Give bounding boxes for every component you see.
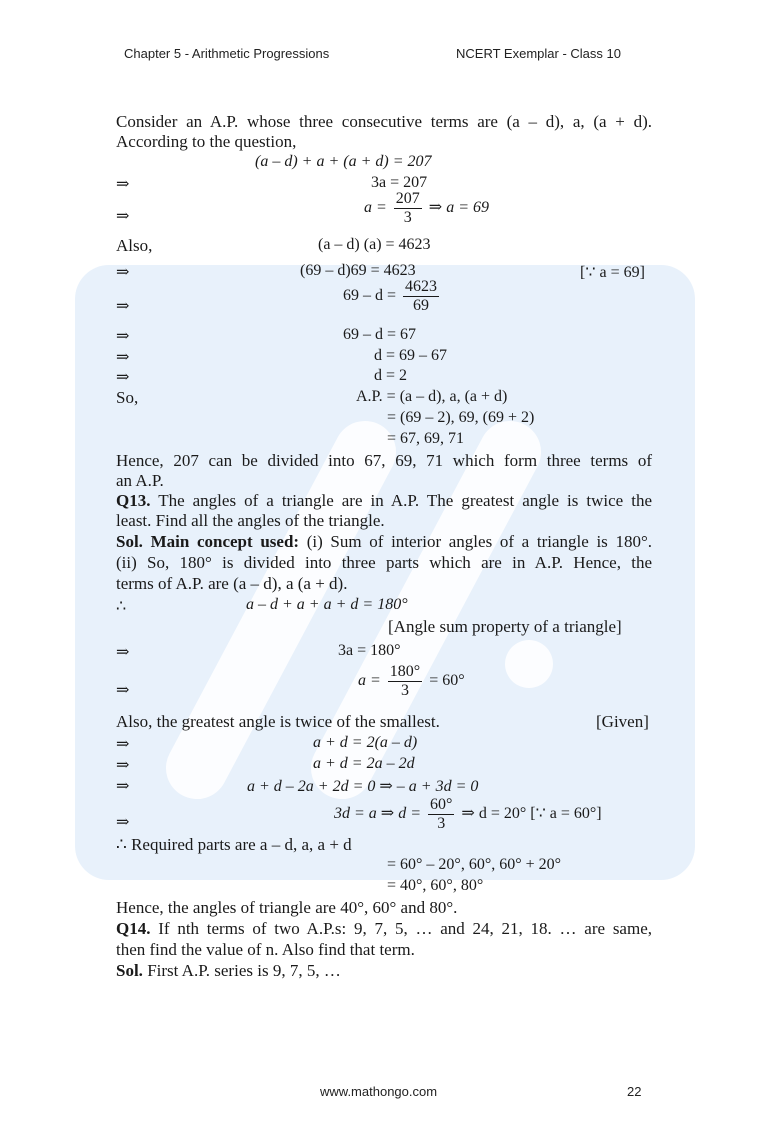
fraction: $\frac{180^\circ}{3}$: [389, 663, 421, 699]
fraction: $\frac{207}{3}$: [395, 190, 420, 226]
equation-reason: [Given]: [596, 712, 649, 731]
paragraph-line: Hence, 207 can be divided into 67, 69, 71 which form three terms of: [116, 451, 652, 470]
paragraph-line: ∴ Required parts are a – d, a, a + d: [116, 835, 352, 854]
equation: = (69 – 2), 69, (69 + 2): [387, 409, 535, 426]
implies-icon: ⇒: [116, 644, 130, 661]
implies-icon: ⇒: [116, 328, 130, 345]
equation-reason: [Angle sum property of a triangle]: [388, 617, 622, 636]
implies-icon: ⇒: [116, 264, 130, 281]
equation: 3a = 180°: [338, 642, 401, 659]
implies-icon: ⇒: [116, 682, 130, 699]
paragraph-line: least. Find all the angles of the triangle.: [116, 511, 385, 530]
paragraph-line: Also, the greatest angle is twice of the smallest.: [116, 712, 440, 731]
equation-fraction: 3d = a ⇒ d = $\frac{60^\circ}{3}$ ⇒ d = 20° [∵ a = 60°]: [334, 796, 602, 832]
question-q14: Q14. If nth terms of two A.P.s: 9, 7, 5, … and 24, 21, 18. … are same,: [116, 919, 652, 938]
equation: a + d = 2(a – d): [313, 734, 418, 751]
equation-reason: [∵ a = 69]: [580, 264, 645, 281]
implies-icon: ⇒: [116, 176, 130, 193]
implies-icon: ⇒: [116, 349, 130, 366]
paragraph-line: terms of A.P. are (a – d), a (a + d).: [116, 574, 348, 593]
equation: 3a = 207: [371, 174, 428, 191]
equation-fraction: a = $\frac{180^\circ}{3}$ = 60°: [358, 663, 465, 699]
book-title: NCERT Exemplar - Class 10: [456, 46, 621, 61]
implies-icon: ⇒: [116, 208, 130, 225]
equation: d = 69 – 67: [374, 347, 448, 364]
watermark-dot: [505, 640, 553, 688]
equation: d = 2: [374, 367, 408, 384]
label: So,: [116, 388, 139, 407]
paragraph-line: Hence, the angles of triangle are 40°, 60° and 80°.: [116, 898, 458, 917]
equation: = 60° – 20°, 60°, 60° + 20°: [387, 856, 562, 873]
equation-fraction: a = $\frac{207}{3}$ ⇒ a = 69: [364, 190, 489, 226]
equation-fraction: 69 – d = $\frac{4623}{69}$: [343, 278, 438, 314]
website-link[interactable]: www.mathongo.com: [320, 1084, 438, 1099]
equation: 69 – d = 67: [343, 326, 417, 343]
solution-heading: Sol. Main concept used: (i) Sum of interior angles of a triangle is 180°.: [116, 532, 652, 551]
question-q13: Q13. The angles of a triangle are in A.P. The greatest angle is twice the: [116, 491, 652, 510]
paragraph-line: then find the value of n. Also find that term.: [116, 940, 415, 959]
page-number: 22: [627, 1084, 642, 1099]
implies-icon: ⇒: [116, 298, 130, 315]
implies-icon: ⇒: [116, 736, 130, 753]
fraction: $\frac{60^\circ}{3}$: [430, 796, 453, 832]
equation: a + d = 2a – 2d: [313, 755, 415, 772]
implies-icon: ⇒: [116, 369, 130, 386]
implies-icon: ⇒: [116, 778, 130, 795]
equation: = 67, 69, 71: [387, 430, 465, 447]
chapter-title: Chapter 5 - Arithmetic Progressions: [124, 46, 330, 61]
therefore-icon: ∴: [116, 598, 127, 615]
equation: a – d + a + a + d = 180°: [246, 596, 408, 613]
fraction: $\frac{4623}{69}$: [405, 278, 438, 314]
equation: A.P. = (a – d), a, (a + d): [356, 388, 508, 405]
label: Also,: [116, 236, 153, 255]
equation: (a – d) (a) = 4623: [318, 236, 431, 253]
paragraph-line: According to the question,: [116, 132, 297, 151]
paragraph-line: Consider an A.P. whose three consecutive terms are (a – d), a, (a + d).: [116, 112, 652, 131]
paragraph-line: an A.P.: [116, 471, 164, 490]
implies-icon: ⇒: [116, 757, 130, 774]
equation: (a – d) + a + (a + d) = 207: [255, 153, 432, 170]
implies-icon: ⇒: [116, 814, 130, 831]
equation: = 40°, 60°, 80°: [387, 877, 484, 894]
paragraph-line: (ii) So, 180° is divided into three parts which are in A.P. Hence, the: [116, 553, 652, 572]
solution-heading: Sol. First A.P. series is 9, 7, 5, …: [116, 961, 341, 980]
equation: (69 – d)69 = 4623: [300, 262, 416, 279]
equation: a + d – 2a + 2d = 0 ⇒ – a + 3d = 0: [247, 778, 479, 795]
